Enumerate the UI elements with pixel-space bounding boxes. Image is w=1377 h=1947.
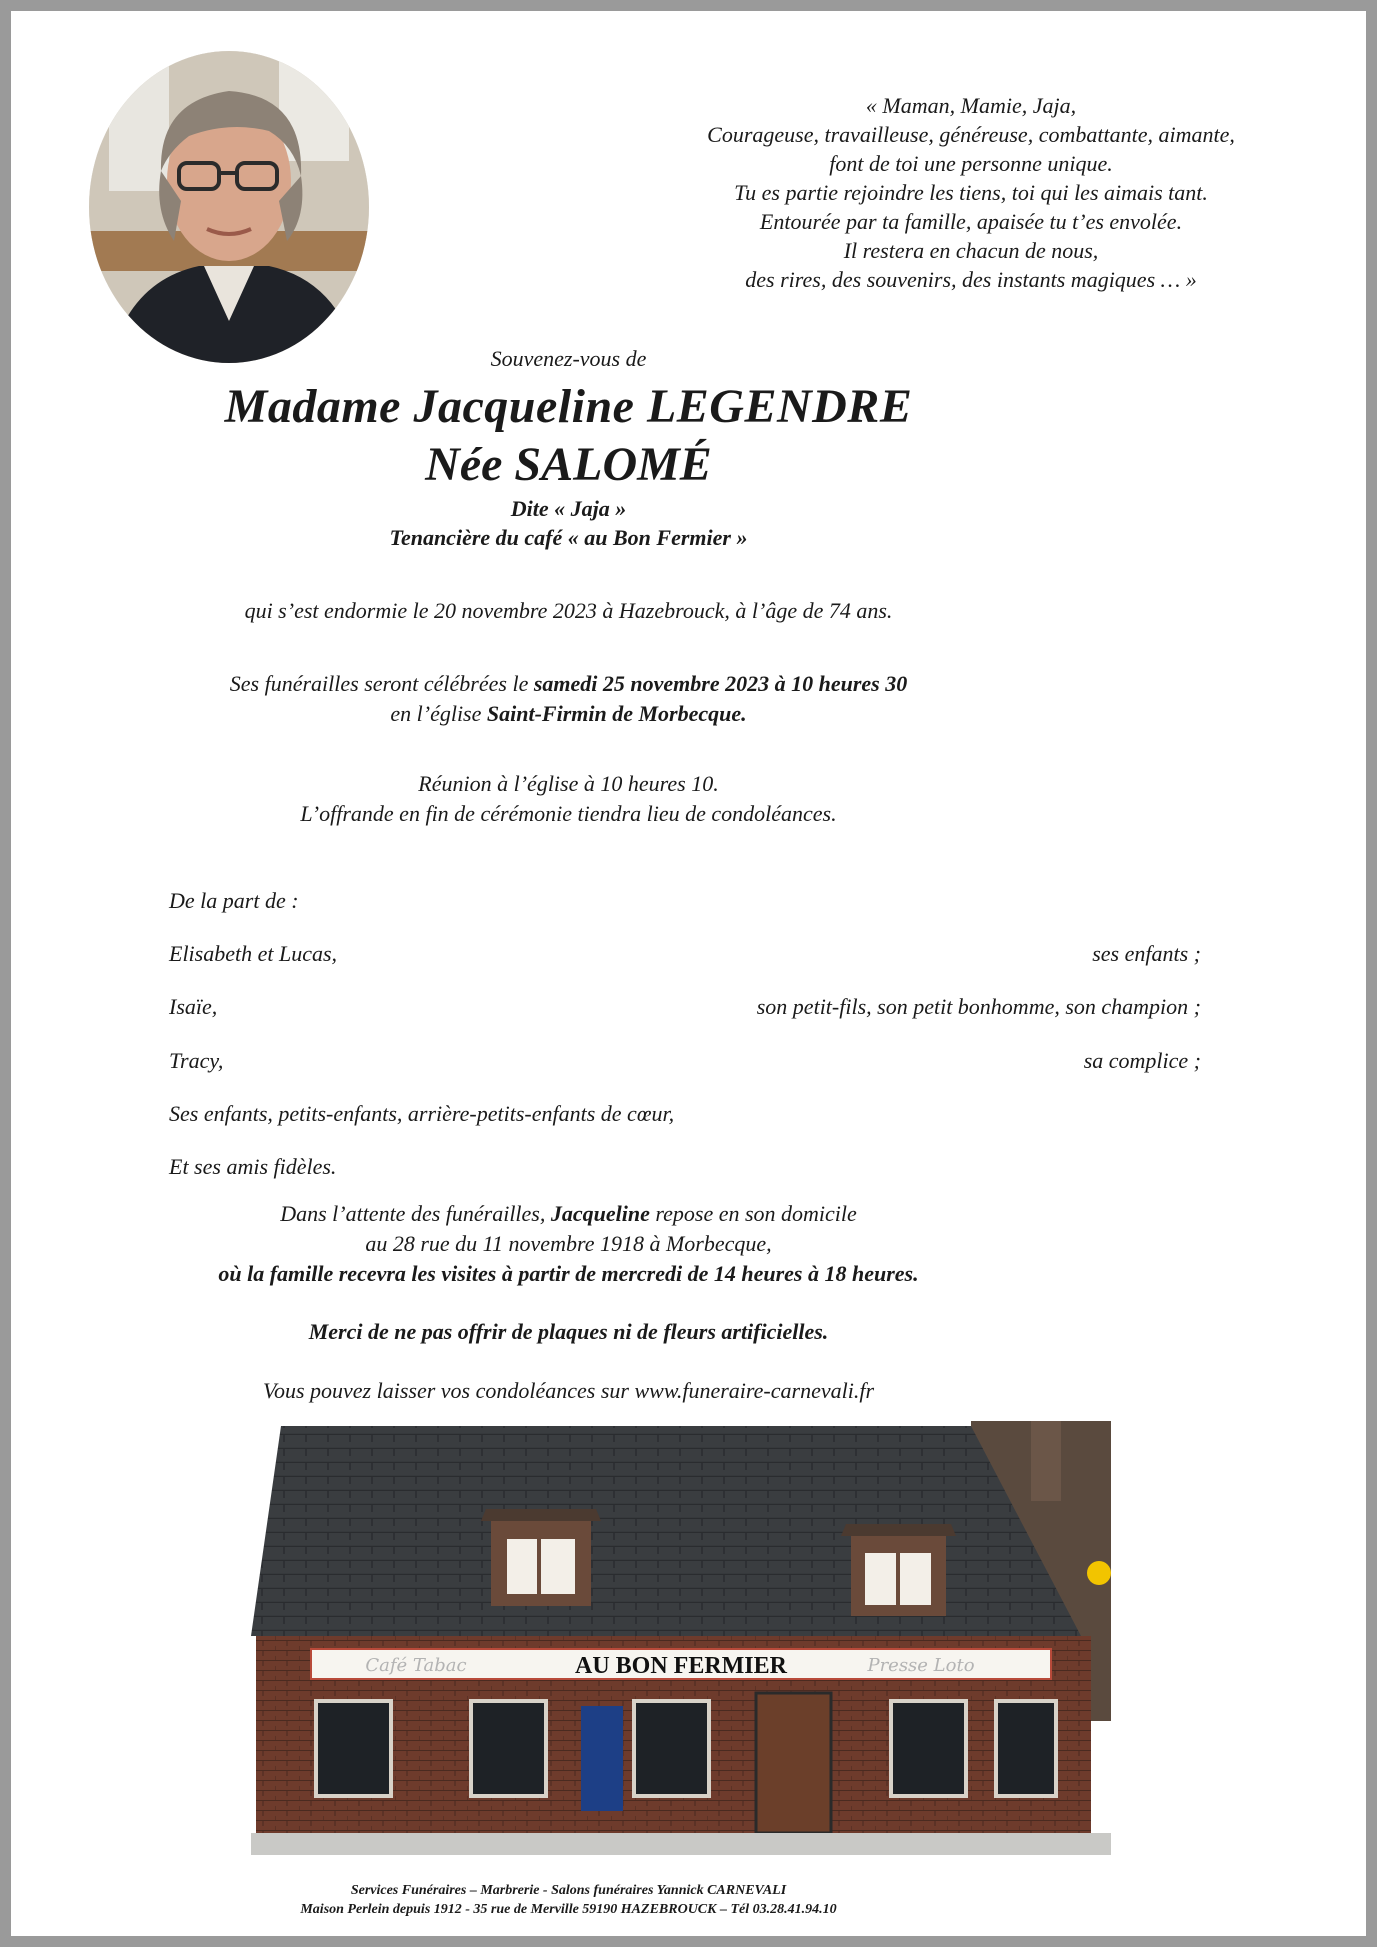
rest-line-3: où la famille recevra les visites à partir de mercredi de 14 heures à 18 heures.	[218, 1261, 919, 1286]
church-text: en l’église	[390, 701, 487, 726]
poem-line: Il restera en chacun de nous,	[843, 238, 1099, 263]
funeral-line-2	[0, 701, 1246, 727]
reunion-line-1: Réunion à l’église à 10 heures 10.	[418, 771, 719, 796]
poem-line: font de toi une personne unique.	[829, 151, 1113, 176]
family-others	[169, 1101, 1201, 1127]
remember-label: Souvenez-vous de	[490, 346, 647, 371]
family-member-relation: sa complice ;	[1083, 1048, 1201, 1073]
church-name: Saint-Firmin de Morbecque.	[486, 701, 747, 726]
funeral-line-1	[0, 671, 1246, 697]
family-friends	[169, 1154, 1201, 1180]
funeral-text: Ses funérailles seront célébrées le	[229, 671, 534, 696]
portrait-illustration	[89, 51, 369, 363]
poem	[651, 91, 1291, 294]
family-others-text: Ses enfants, petits-enfants, arrière-petits-enfants de cœur,	[169, 1101, 675, 1126]
family-member-name: Elisabeth et Lucas,	[169, 941, 338, 966]
footer-line-2: Maison Perlein depuis 1912 - 35 rue de Merville 59190 HAZEBROUCK – Tél 03.28.41.94.10	[300, 1902, 837, 1917]
obituary-page	[11, 11, 1366, 1936]
death-notice: qui s’est endormie le 20 novembre 2023 à Hazebrouck, à l’âge de 74 ans.	[244, 598, 893, 623]
family-member-name: Isaïe,	[169, 994, 218, 1019]
occupation: Tenancière du café « au Bon Fermier »	[389, 525, 748, 550]
family-row	[169, 1048, 1201, 1074]
nickname: Dite « Jaja »	[510, 496, 627, 521]
rest-line-2: au 28 rue du 11 novembre 1918 à Morbecque,	[365, 1231, 772, 1256]
family-row	[169, 941, 1201, 967]
cafe-building-illustration	[251, 1421, 1119, 1861]
condolences-link: Vous pouvez laisser vos condoléances sur www.funeraire-carnevali.fr	[262, 1378, 875, 1403]
poem-line: Entourée par ta famille, apaisée tu t’es envolée.	[759, 209, 1183, 234]
sign-right-text: Presse Loto	[867, 1655, 975, 1676]
sign-center-text: AU BON FERMIER	[574, 1653, 788, 1679]
family-member-name: Tracy,	[169, 1048, 224, 1073]
flowers-notice: Merci de ne pas offrir de plaques ni de fleurs artificielles.	[308, 1319, 829, 1344]
rest-name: Jacqueline	[550, 1201, 650, 1226]
reunion-line-2: L’offrande en fin de cérémonie tiendra lieu de condoléances.	[300, 801, 837, 826]
family-intro-text: De la part de :	[169, 888, 299, 913]
rest-line-1	[0, 1201, 1246, 1227]
family-member-relation: ses enfants ;	[1092, 941, 1201, 966]
deceased-name: Madame Jacqueline LEGENDRE	[224, 380, 913, 433]
footer-line-1: Services Funéraires – Marbrerie - Salons funéraires Yannick CARNEVALI	[350, 1883, 787, 1898]
family-member-relation: son petit-fils, son petit bonhomme, son champion ;	[756, 994, 1201, 1019]
funeral-date: samedi 25 novembre 2023 à 10 heures 30	[533, 671, 908, 696]
family-friends-text: Et ses amis fidèles.	[169, 1154, 337, 1179]
maiden-name: Née SALOMÉ	[425, 438, 712, 491]
poem-line: Courageuse, travailleuse, généreuse, combattante, aimante,	[707, 122, 1235, 147]
poem-line: des rires, des souvenirs, des instants magiques … »	[745, 267, 1197, 292]
poem-line: « Maman, Mamie, Jaja,	[865, 93, 1077, 118]
family-row	[169, 994, 1201, 1020]
portrait-photo	[89, 51, 369, 363]
rest-text-end: repose en son domicile	[649, 1201, 857, 1226]
sign-left-text: Café Tabac	[365, 1655, 467, 1676]
rest-text: Dans l’attente des funérailles,	[280, 1201, 551, 1226]
family-intro	[169, 888, 1201, 914]
cafe-photo	[251, 1421, 1119, 1861]
poem-line: Tu es partie rejoindre les tiens, toi qui les aimais tant.	[734, 180, 1208, 205]
